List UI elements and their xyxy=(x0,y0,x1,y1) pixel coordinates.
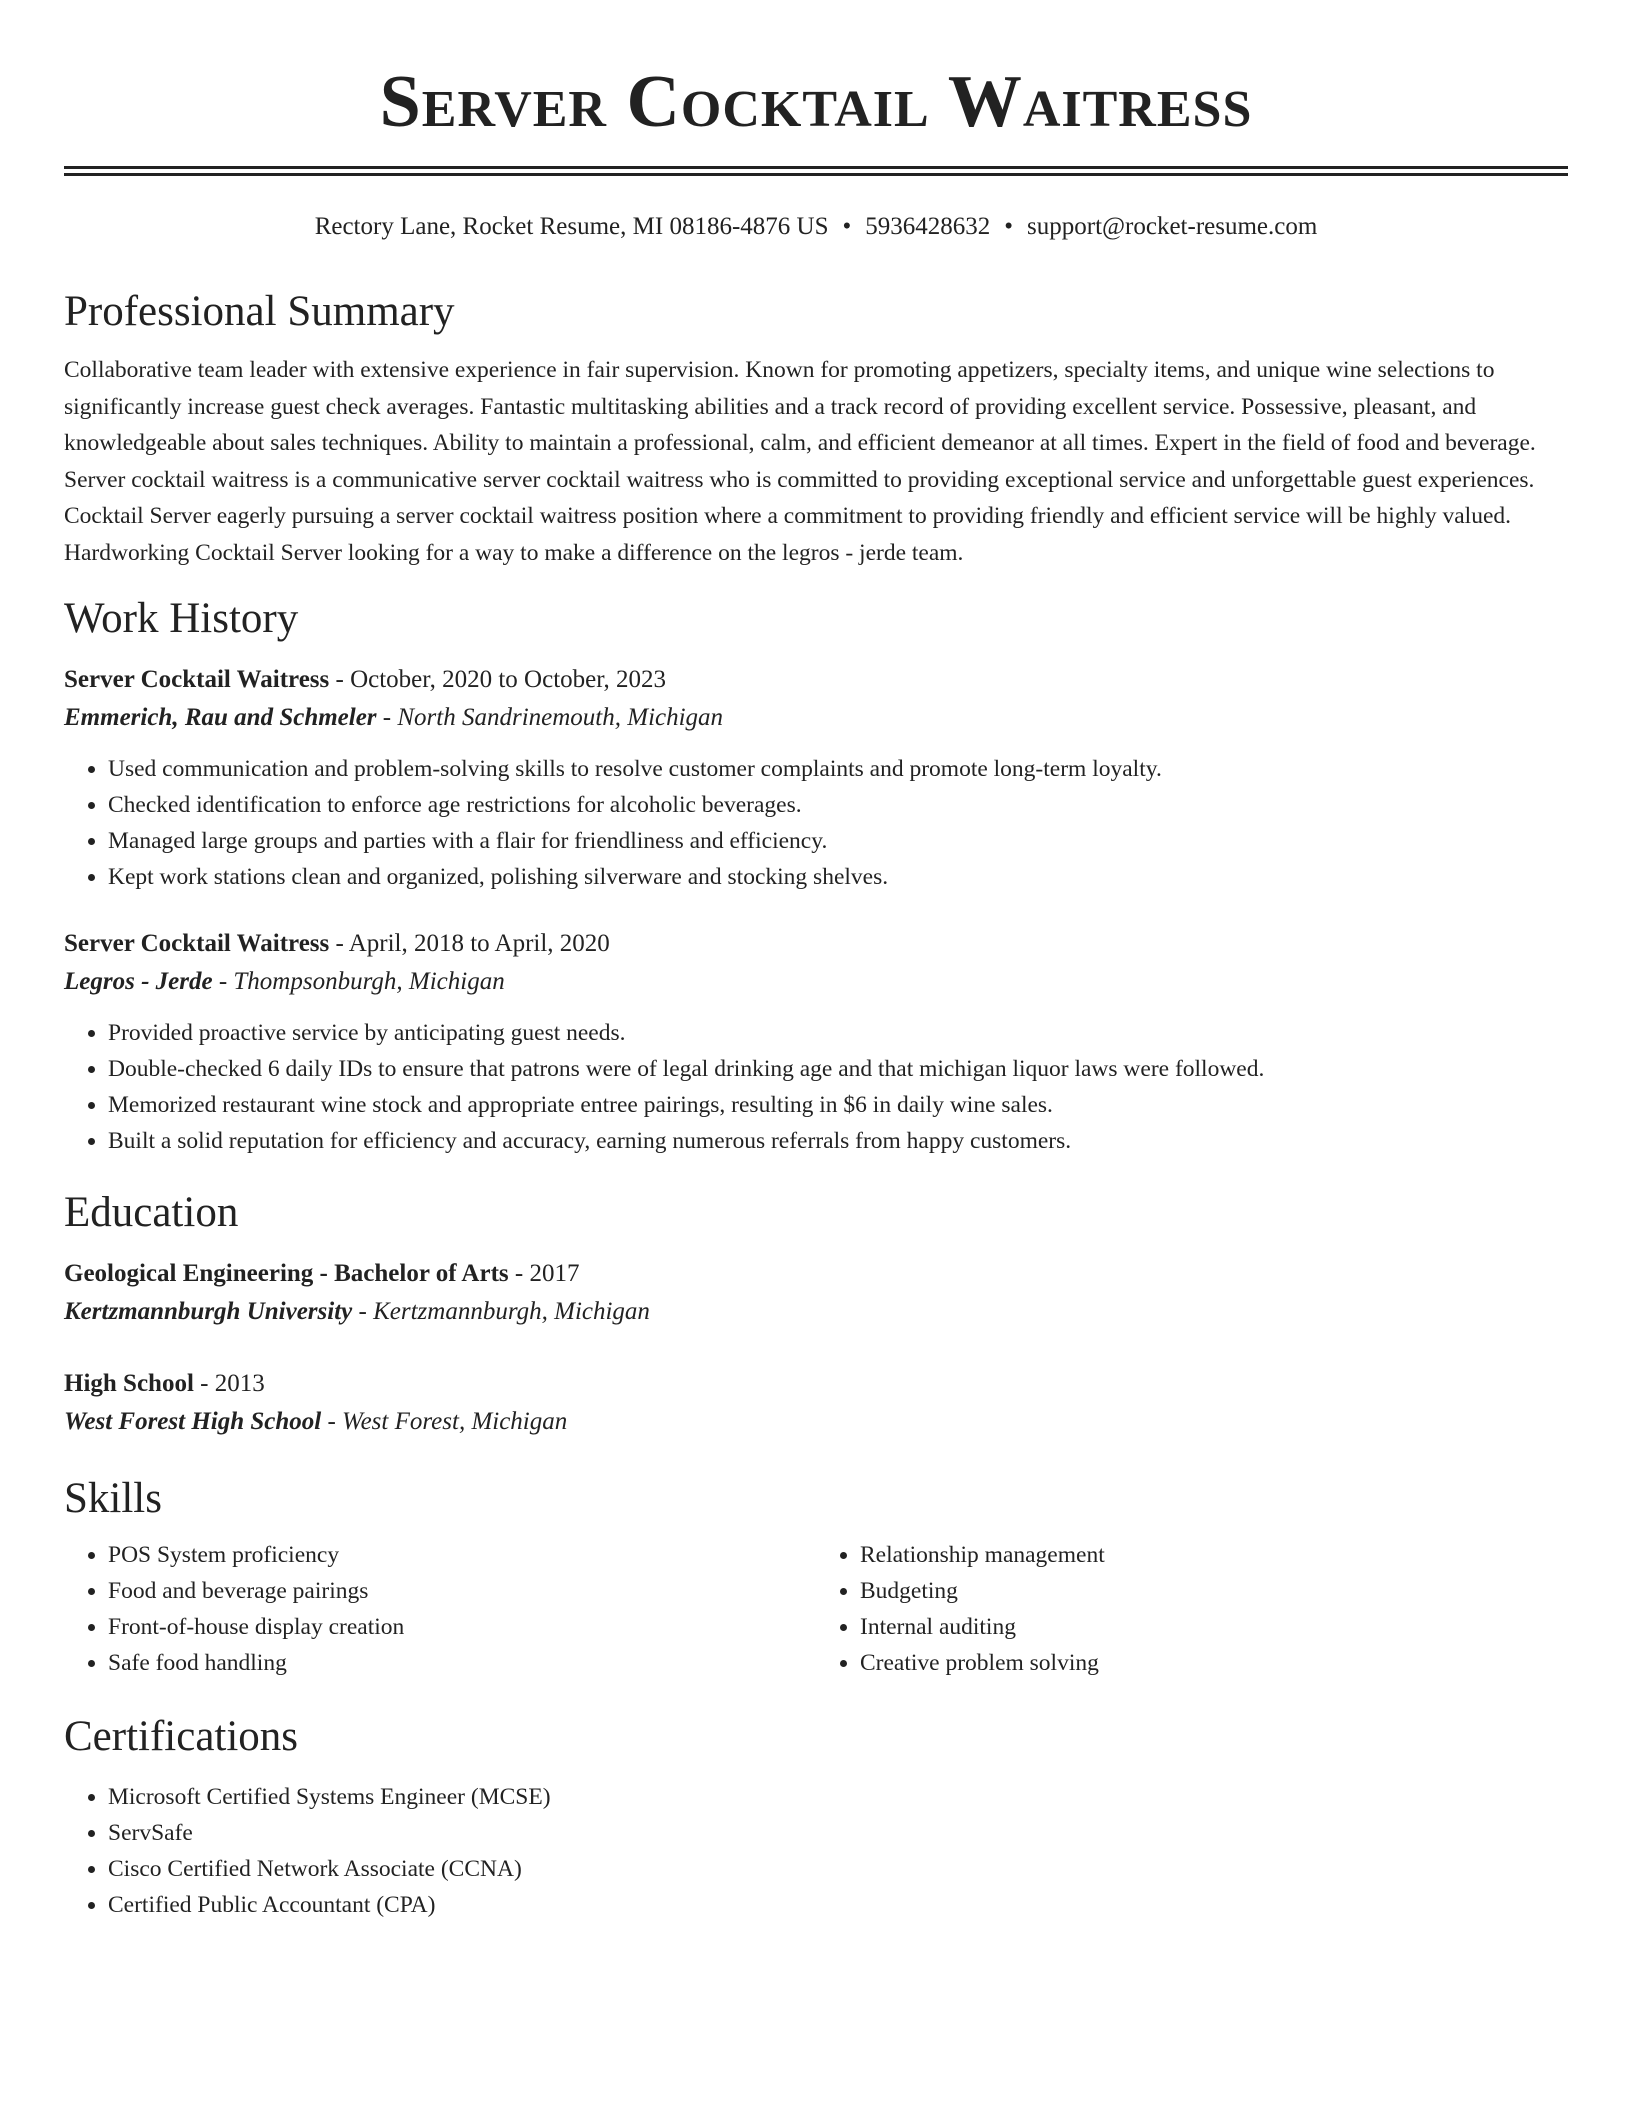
job-bullets xyxy=(64,1015,1568,1159)
education-school: West Forest High School xyxy=(64,1408,322,1435)
education-degree: Geological Engineering - Bachelor of Arts xyxy=(64,1260,509,1287)
certification-item: • Certified Public Accountant (CPA) xyxy=(108,1887,1568,1923)
certifications-list xyxy=(64,1779,1568,1923)
job-entry xyxy=(64,661,1568,895)
candidate-name: Server Cocktail Waitress xyxy=(379,61,1253,143)
education-year: - 2013 xyxy=(193,1370,265,1397)
job-entry xyxy=(64,925,1568,1159)
job-position: Server Cocktail Waitress xyxy=(64,666,330,693)
skills-heading: Skills xyxy=(64,1475,162,1522)
certification-item: • Cisco Certified Network Associate (CCNA) xyxy=(108,1851,1568,1887)
job-bullet: • Used communication and problem-solving skills to resolve customer complaints and promote long-term loyalty. xyxy=(108,751,1568,787)
summary-heading: Professional Summary xyxy=(64,288,455,335)
skills-grid xyxy=(64,1537,1568,1681)
skill-item: • POS System proficiency xyxy=(108,1537,816,1573)
job-bullets xyxy=(64,751,1568,895)
job-position: Server Cocktail Waitress xyxy=(64,930,330,957)
education-school-line xyxy=(64,1403,1568,1441)
education-degree: High School xyxy=(64,1370,194,1397)
skills-column-right xyxy=(816,1537,1568,1681)
job-dates: - April, 2018 to April, 2020 xyxy=(329,930,610,957)
job-location: - Thompsonburgh, Michigan xyxy=(212,968,505,995)
certification-item: • Microsoft Certified Systems Engineer (MCSE) xyxy=(108,1779,1568,1815)
contact-phone: 5936428632 xyxy=(865,213,991,240)
education-degree-line xyxy=(64,1365,1568,1403)
skill-item: • Safe food handling xyxy=(108,1645,816,1681)
job-location: - North Sandrinemouth, Michigan xyxy=(376,704,724,731)
job-bullet: • Memorized restaurant wine stock and appropriate entree pairings, resulting in $6 in daily wine sales. xyxy=(108,1087,1568,1123)
summary-text: Collaborative team leader with extensive experience in fair supervision. Known for promoting appetizers, specialty items, and unique wine selections to significantly increase guest check averages. Fantastic multitasking abilities and a track record of providing excellent service. Possessive, pleasant, and knowledgeable about sales techniques. Ability to maintain a professional, calm, and efficient demeanor at all times. Expert in the field of food and beverage. Server cocktail waitress is a communicative server cocktail waitress who is committed to providing exceptional service and unforgettable guest experiences. Cocktail Server eagerly pursuing a server cocktail waitress position where a commitment to providing friendly and efficient service will be highly valued. Hardworking Cocktail Server looking for a way to make a difference on the legros - jerde team. xyxy=(64,357,1536,566)
contact-address: Rectory Lane, Rocket Resume, MI 08186-4876 US xyxy=(314,213,829,240)
education-heading: Education xyxy=(64,1189,239,1236)
education-degree-line xyxy=(64,1255,1568,1293)
skill-item: • Relationship management xyxy=(860,1537,1568,1573)
job-company: Legros - Jerde xyxy=(64,968,213,995)
job-bullet: • Checked identification to enforce age restrictions for alcoholic beverages. xyxy=(108,787,1568,823)
job-bullet: • Double-checked 6 daily IDs to ensure that patrons were of legal drinking age and that michigan liquor laws were followed. xyxy=(108,1051,1568,1087)
header-double-rule xyxy=(64,166,1568,176)
job-bullet: • Built a solid reputation for efficiency and accuracy, earning numerous referrals from happy customers. xyxy=(108,1123,1568,1159)
skill-item: • Budgeting xyxy=(860,1573,1568,1609)
skill-item: • Food and beverage pairings xyxy=(108,1573,816,1609)
job-bullet: • Managed large groups and parties with a flair for friendliness and efficiency. xyxy=(108,823,1568,859)
job-company-line xyxy=(64,963,1568,1001)
certification-item: • ServSafe xyxy=(108,1815,1568,1851)
education-year: - 2017 xyxy=(508,1260,580,1287)
skill-item: • Creative problem solving xyxy=(860,1645,1568,1681)
job-bullet: • Kept work stations clean and organized, polishing silverware and stocking shelves. xyxy=(108,859,1568,895)
education-location: - Kertzmannburgh, Michigan xyxy=(352,1298,650,1325)
contact-separator: • xyxy=(1004,213,1014,240)
job-dates: - October, 2020 to October, 2023 xyxy=(329,666,667,693)
contact-separator: • xyxy=(842,213,852,240)
contact-email: support@rocket-resume.com xyxy=(1027,213,1318,240)
contact-line xyxy=(64,210,1568,244)
certifications-heading: Certifications xyxy=(64,1713,299,1760)
education-school: Kertzmannburgh University xyxy=(64,1298,353,1325)
skill-item: • Front-of-house display creation xyxy=(108,1609,816,1645)
skills-column-left xyxy=(64,1537,816,1681)
education-location: - West Forest, Michigan xyxy=(321,1408,568,1435)
job-bullet: • Provided proactive service by anticipating guest needs. xyxy=(108,1015,1568,1051)
work-history-heading: Work History xyxy=(64,595,299,642)
skill-item: • Internal auditing xyxy=(860,1609,1568,1645)
job-company-line xyxy=(64,699,1568,737)
job-title-line xyxy=(64,661,1568,699)
education-entry xyxy=(64,1255,1568,1331)
education-entry xyxy=(64,1365,1568,1441)
job-title-line xyxy=(64,925,1568,963)
education-school-line xyxy=(64,1293,1568,1331)
job-company: Emmerich, Rau and Schmeler xyxy=(64,704,377,731)
